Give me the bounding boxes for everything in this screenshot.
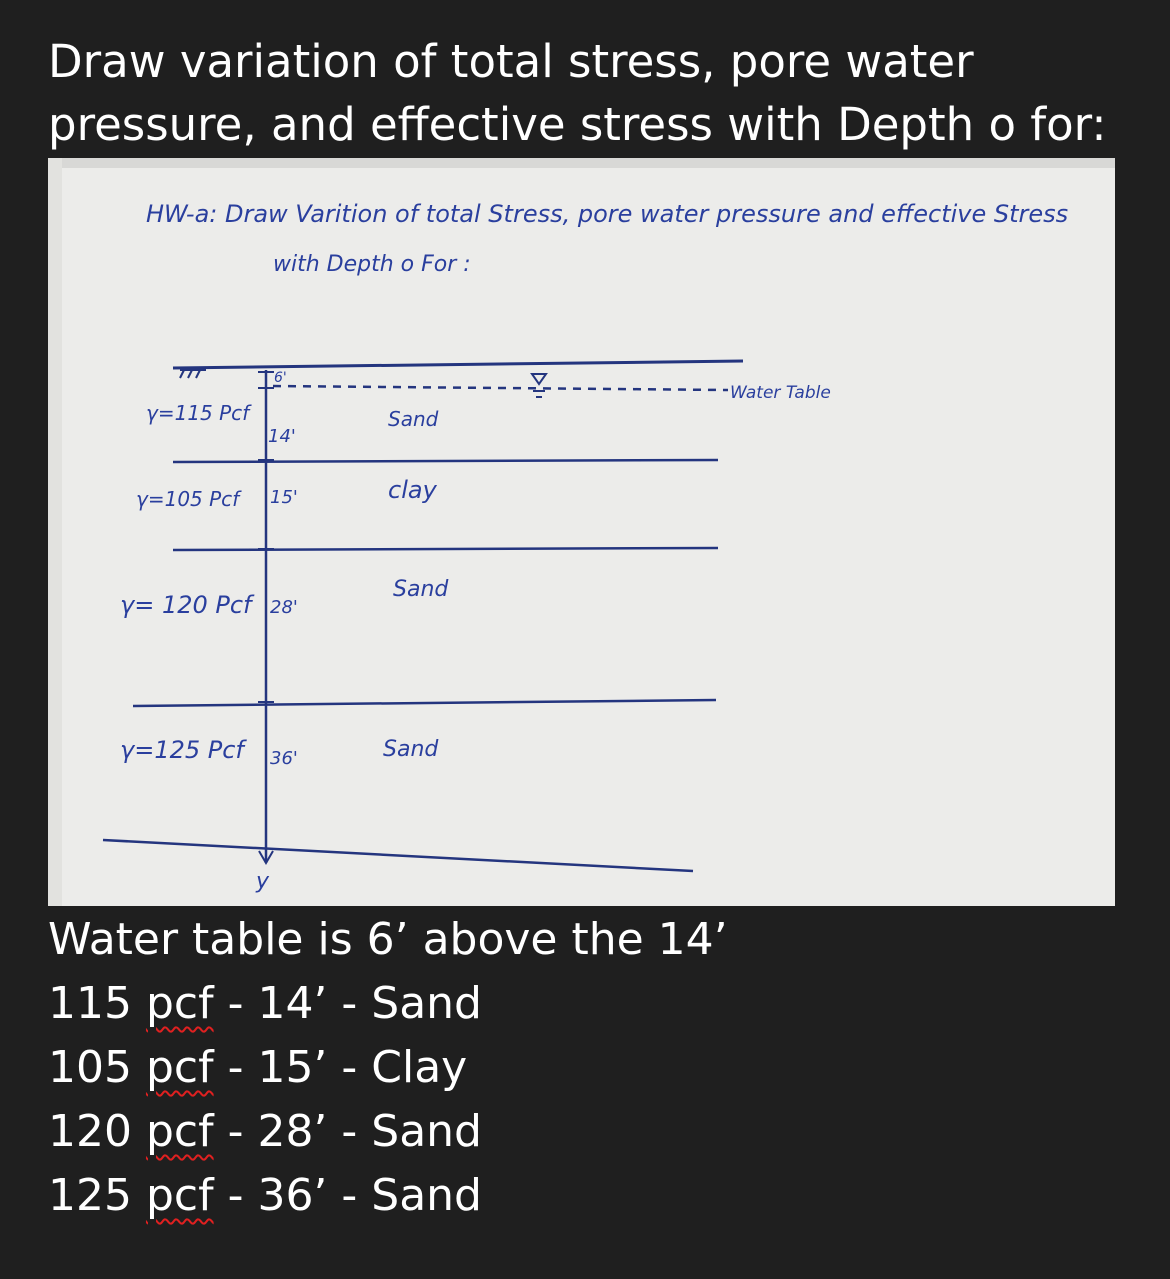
summary-weight: 105 <box>48 1042 146 1093</box>
summary-line-layer-2 <box>48 1036 1138 1100</box>
summary-weight: 115 <box>48 978 146 1029</box>
summary-text: Water table is 6’ above the 14’ <box>48 914 728 965</box>
summary-detail: - 14’ - Sand <box>213 978 482 1029</box>
layer-4-soil: Sand <box>383 737 439 762</box>
water-table-label: Water Table <box>730 383 831 403</box>
summary-detail: - 28’ - Sand <box>213 1106 482 1157</box>
board-title-line-1: HW-a: Draw Varition of total Stress, pore water pressure and effective Stress <box>146 200 1069 228</box>
wt-depth-label: 6' <box>274 370 287 386</box>
summary-weight: 120 <box>48 1106 146 1157</box>
board-title-line-2: with Depth o For : <box>273 252 471 277</box>
layer-1-thickness: 14' <box>268 426 296 447</box>
summary-unit: pcf <box>145 1170 214 1221</box>
summary-unit: pcf <box>145 978 214 1029</box>
summary-detail: - 36’ - Sand <box>213 1170 482 1221</box>
summary-unit: pcf <box>145 1106 214 1157</box>
layer-4-thickness: 36' <box>270 748 298 769</box>
layer-2-thickness: 15' <box>270 487 298 508</box>
heading-line-2: pressure, and effective stress with Depth o for: <box>48 98 1107 151</box>
heading-line-1: Draw variation of total stress, pore water <box>48 35 974 88</box>
layer-2-gamma: γ=105 Pcf <box>136 487 240 511</box>
whiteboard-photo <box>48 158 1115 906</box>
layer-4-gamma: γ=125 Pcf <box>120 736 244 764</box>
question-heading <box>48 30 1138 156</box>
whiteboard-drawing <box>48 158 1115 906</box>
layer-3-gamma: γ= 120 Pcf <box>120 591 252 619</box>
summary-line-layer-1 <box>48 972 1138 1036</box>
depth-axis-label: y <box>256 869 270 894</box>
layer-1-soil: Sand <box>388 407 439 431</box>
summary-unit: pcf <box>145 1042 214 1093</box>
layer-summary <box>48 908 1138 1228</box>
layer-1-gamma: γ=115 Pcf <box>146 401 250 425</box>
layer-3-thickness: 28' <box>270 597 298 618</box>
summary-weight: 125 <box>48 1170 146 1221</box>
summary-line-water-table <box>48 908 1138 972</box>
summary-detail: - 15’ - Clay <box>213 1042 468 1093</box>
summary-line-layer-4 <box>48 1164 1138 1228</box>
summary-line-layer-3 <box>48 1100 1138 1164</box>
layer-3-soil: Sand <box>393 577 449 602</box>
layer-2-soil: clay <box>388 476 437 504</box>
